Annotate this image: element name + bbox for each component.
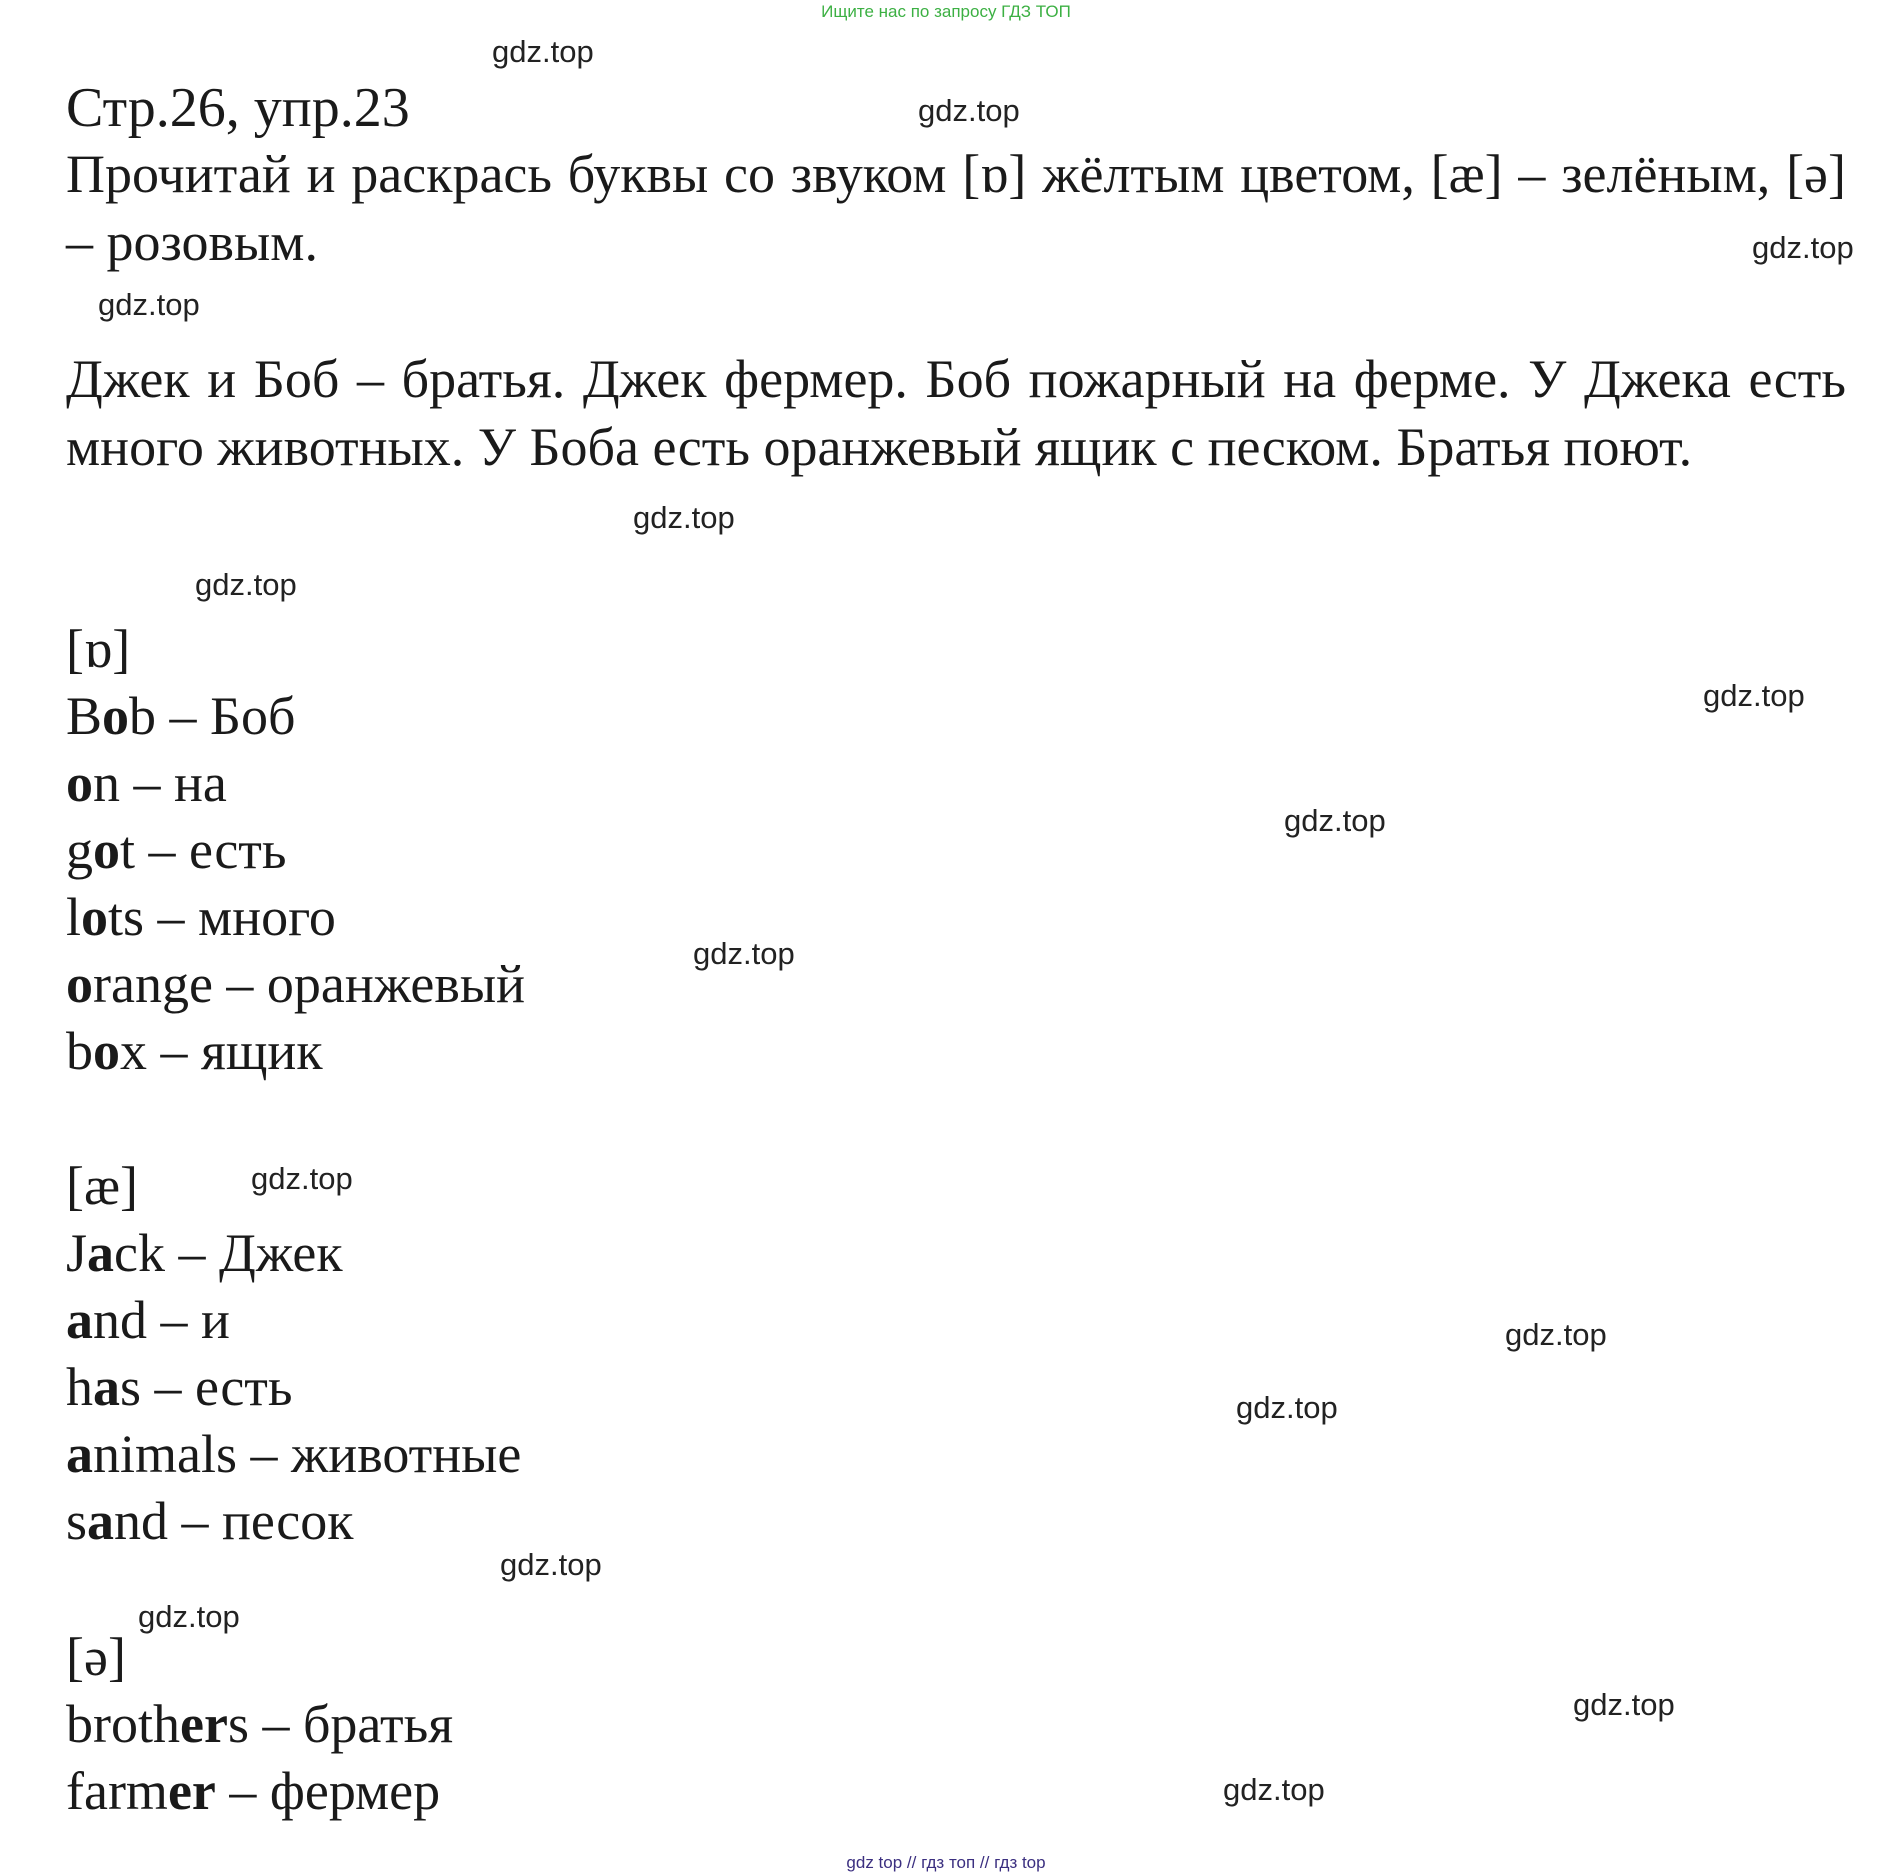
highlighted-letters: o xyxy=(66,753,93,813)
highlighted-letters: o xyxy=(102,686,130,746)
highlighted-letters: o xyxy=(81,887,109,947)
watermark: gdz.top xyxy=(1236,1390,1338,1425)
word-line: and – и xyxy=(66,1290,230,1350)
highlighted-letters: a xyxy=(87,1491,115,1551)
story-text: Джек и Боб – братья. Джек фермер. Боб пожарный на ферме. У Джека есть много животных. У Боба есть оранжевый ящик с песком. Братья поют. xyxy=(66,349,1846,477)
watermark: gdz.top xyxy=(1223,1772,1325,1807)
watermark: gdz.top xyxy=(1752,230,1854,265)
highlighted-letters: a xyxy=(66,1424,93,1484)
word-line: box – ящик xyxy=(66,1021,323,1081)
watermark: gdz.top xyxy=(1703,678,1805,713)
watermark: gdz.top xyxy=(492,34,594,69)
watermark: gdz.top xyxy=(633,500,735,535)
word-line: animals – животные xyxy=(66,1424,522,1484)
highlighted-letters: er xyxy=(167,1761,216,1821)
top-banner: Ищите нас по запросу ГДЗ ТОП xyxy=(821,2,1071,21)
word-line: Jack – Джек xyxy=(66,1223,343,1283)
word-line: Bob – Боб xyxy=(66,686,296,746)
highlighted-letters: a xyxy=(66,1290,93,1350)
word-line: on – на xyxy=(66,753,227,813)
highlighted-letters: o xyxy=(93,1021,120,1081)
section-ae-sound xyxy=(66,1153,521,1555)
watermark: gdz.top xyxy=(1284,803,1386,838)
section-schwa-sound xyxy=(66,1624,453,1825)
highlighted-letters: o xyxy=(93,820,120,880)
highlighted-letters: o xyxy=(66,954,93,1014)
word-line: got – есть xyxy=(66,820,287,880)
watermark: gdz.top xyxy=(1505,1317,1607,1352)
watermark: gdz.top xyxy=(98,287,200,322)
bottom-banner: gdz top // гдз топ // гдз top xyxy=(846,1853,1046,1872)
word-line: orange – оранжевый xyxy=(66,954,526,1014)
watermark: gdz.top xyxy=(1573,1687,1675,1722)
page-title: Стр.26, упр.23 xyxy=(66,77,410,139)
watermark: gdz.top xyxy=(693,936,795,971)
watermark: gdz.top xyxy=(251,1161,353,1196)
section-heading: [ə] xyxy=(66,1627,126,1687)
highlighted-letters: a xyxy=(87,1223,115,1283)
word-line: farmer – фермер xyxy=(66,1761,441,1821)
word-line: sand – песок xyxy=(66,1491,354,1551)
word-line: has – есть xyxy=(66,1357,293,1417)
section-heading: [æ] xyxy=(66,1156,138,1216)
exercise-instruction: Прочитай и раскрась буквы со звуком [ɒ] жёлтым цветом, [æ] – зелёным, [ə] – розовым. xyxy=(66,144,1846,272)
highlighted-letters: a xyxy=(93,1357,120,1417)
watermark: gdz.top xyxy=(195,567,297,602)
watermark: gdz.top xyxy=(500,1547,602,1582)
watermark: gdz.top xyxy=(918,93,1020,128)
section-o-sound xyxy=(66,616,525,1085)
word-line: lots – много xyxy=(66,887,336,947)
section-heading: [ɒ] xyxy=(66,619,131,679)
word-line: brothers – братья xyxy=(66,1694,454,1754)
highlighted-letters: er xyxy=(180,1694,228,1754)
watermark: gdz.top xyxy=(138,1599,240,1634)
